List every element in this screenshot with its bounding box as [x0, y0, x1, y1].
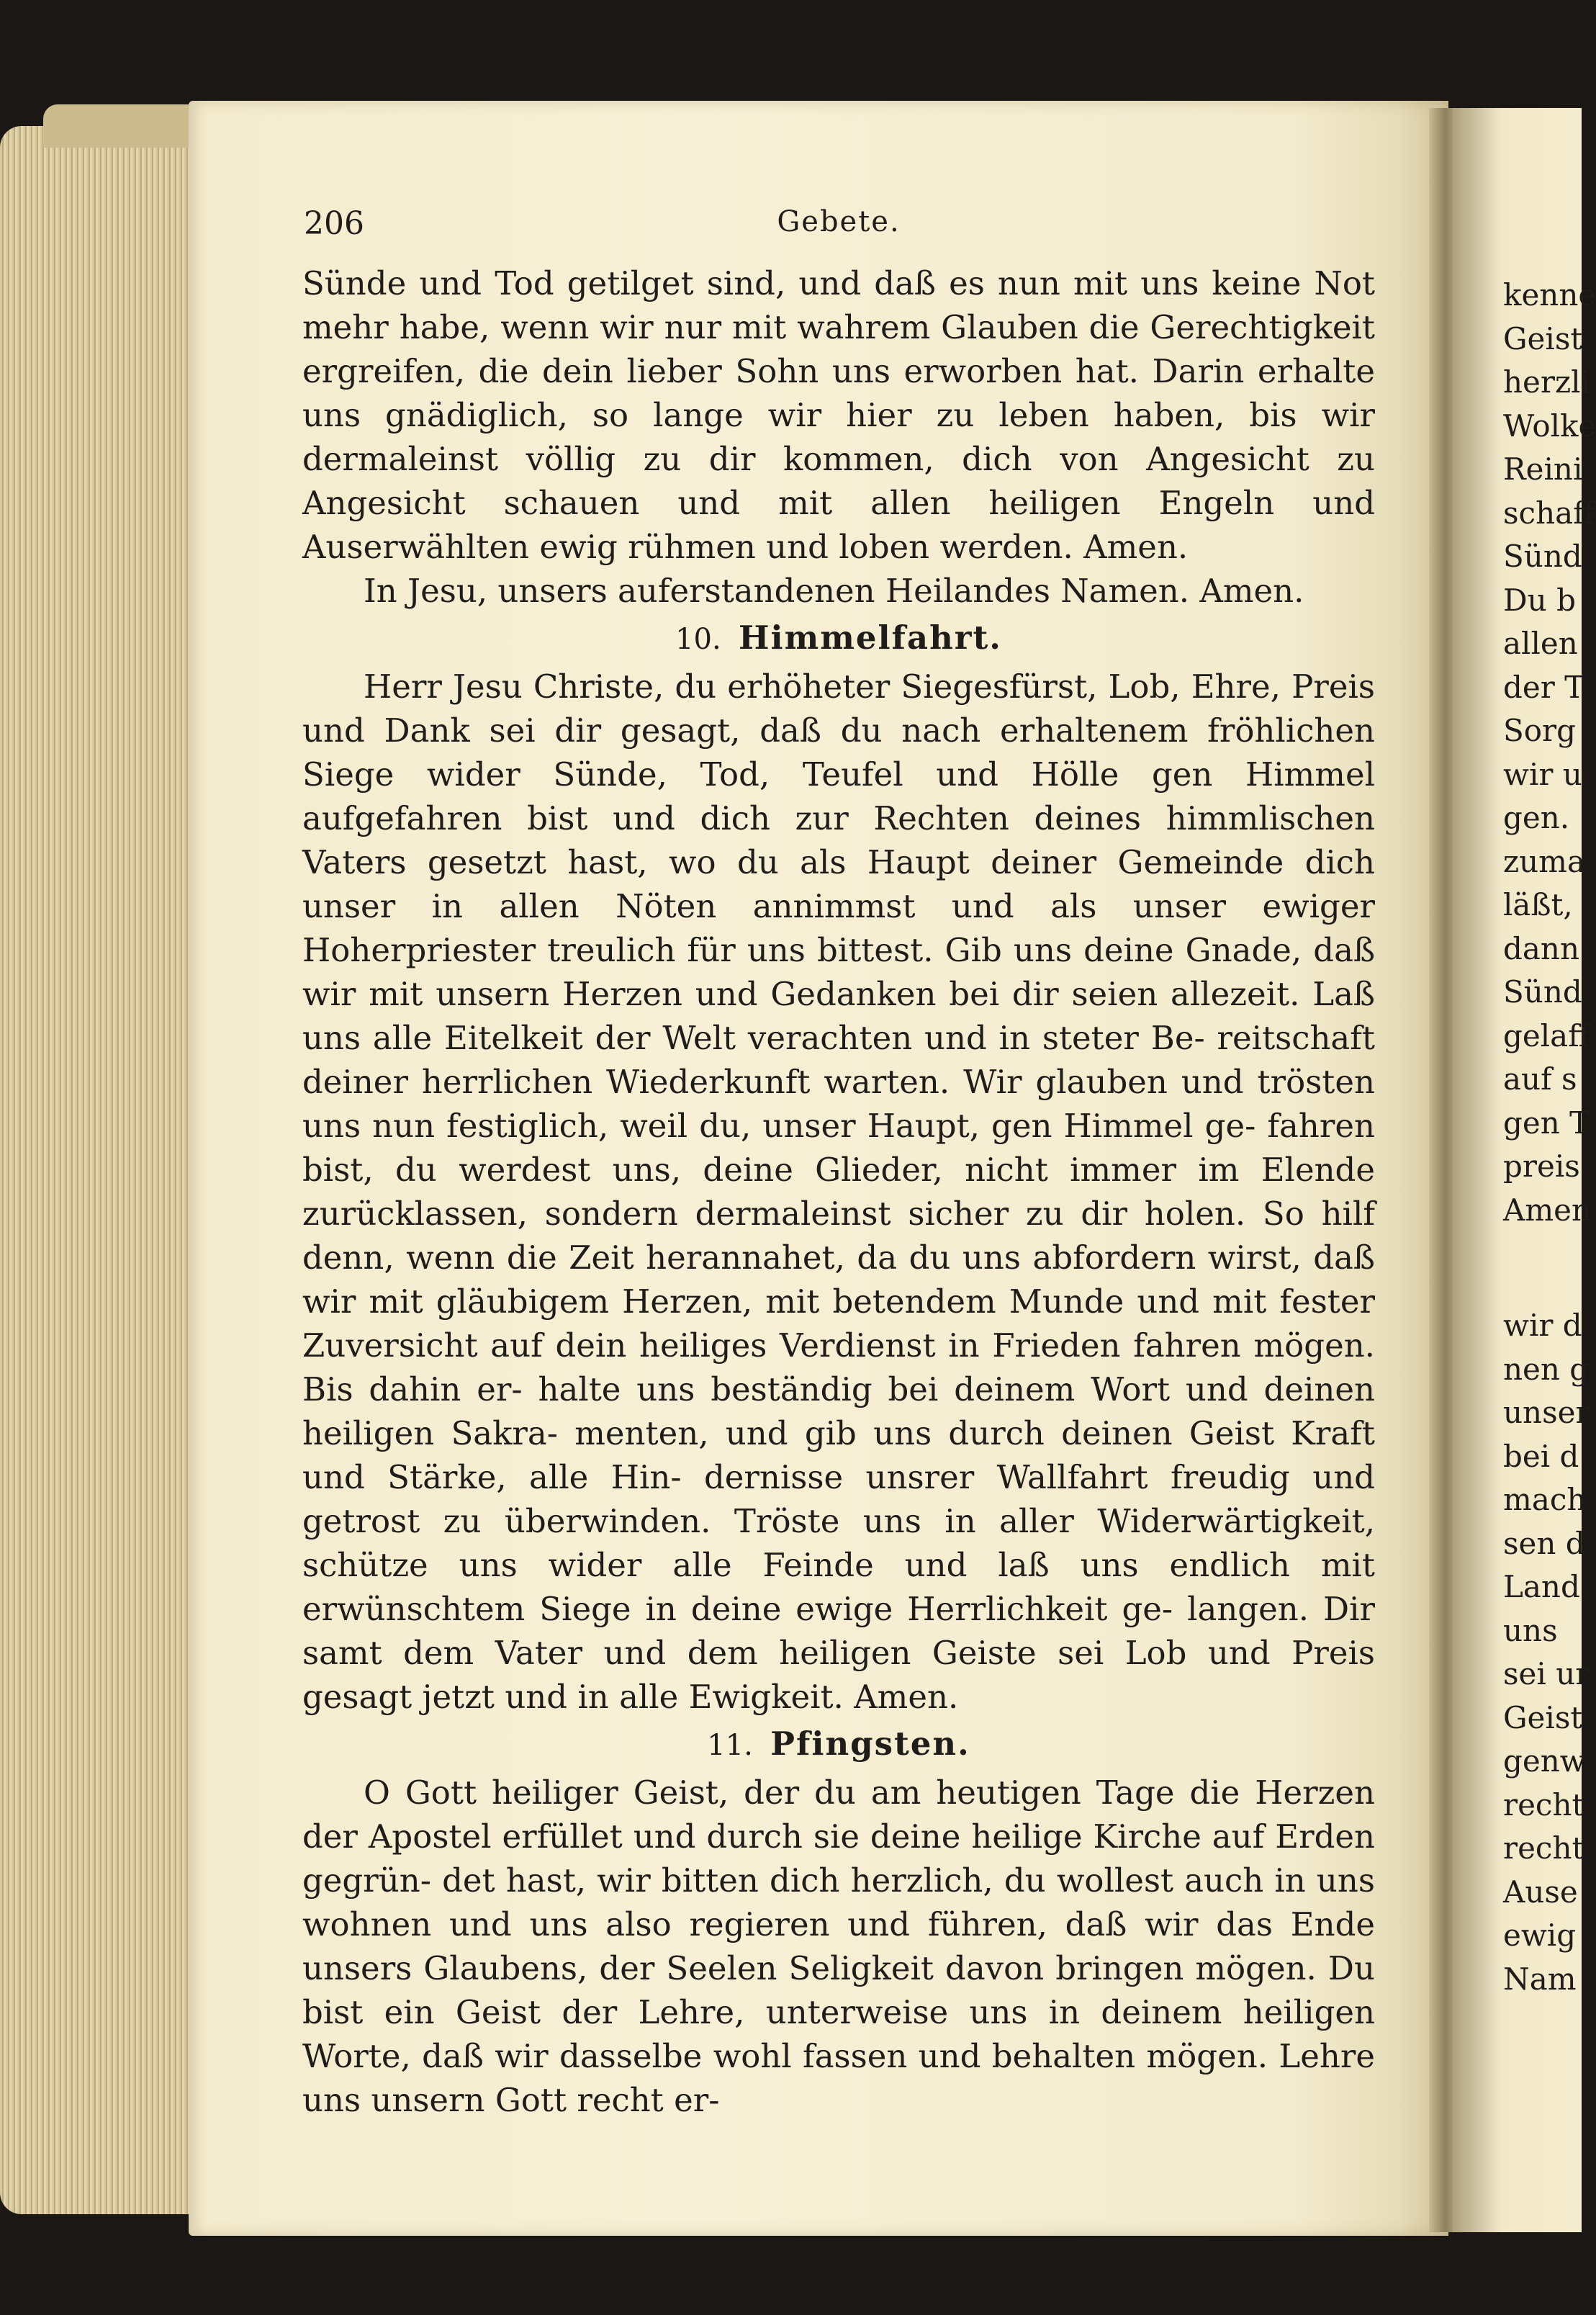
fragment-line: dann	[1503, 930, 1580, 966]
section-9-paragraph	[302, 261, 1375, 569]
text-line: menten, und gib uns durch deinen Geist Kraft und Stärke, alle Hin-	[302, 1414, 1375, 1496]
page-header	[302, 205, 1375, 256]
fragment-line: wir u	[1503, 756, 1582, 792]
text-line: werden. Amen.	[939, 528, 1189, 566]
text-line: uns in aller Widerwärtigkeit, schütze uns wider alle Feinde und laß	[302, 1502, 1375, 1584]
fragment-line: läßt,	[1503, 887, 1573, 922]
fragment-line: zuma	[1503, 843, 1586, 879]
fragment-line: Wolke	[1503, 408, 1596, 444]
text-line: Apostel erfüllet und durch sie deine heilige Kirche auf Erden gegrün-	[302, 1817, 1376, 1900]
text-line: Preis gesagt jetzt und in alle Ewigkeit. Amen.	[302, 1634, 1375, 1716]
text-line: und dich zur Rechten deines himmlischen Vaters gesetzt hast, wo du	[302, 799, 1376, 881]
text-line: gläubigem Herzen, mit betendem Munde und mit fester Zuversicht	[302, 1282, 1376, 1365]
section-11-paragraph	[302, 1771, 1375, 2122]
fragment-line: Amen	[1503, 1192, 1592, 1228]
fragment-line: gelaff	[1503, 1017, 1590, 1053]
fragment-line: nen g	[1503, 1351, 1590, 1387]
fragment-line: recht	[1503, 1830, 1584, 1866]
text-line: det hast, wir bitten dich herzlich, du wollest auch in uns wohnen und	[302, 1861, 1375, 1943]
fragment-line: Sünd	[1503, 974, 1582, 1010]
section-9-continuation	[302, 261, 1375, 613]
text-line: Herr Jesu Christe, du erhöheter Siegesfürst, Lob, Ehre, Preis	[364, 667, 1375, 706]
text-line: mehr habe, wenn wir nur mit wahrem Glauben die Gerechtigkeit	[302, 308, 1375, 346]
fragment-line: unser	[1503, 1395, 1590, 1430]
fragment-line: bei d	[1503, 1438, 1579, 1474]
fragment-line: der T	[1503, 669, 1585, 705]
text-line: ergreifen, die dein lieber Sohn uns erworben hat. Darin erhalte	[302, 352, 1375, 390]
page-stack-edge	[0, 126, 202, 2214]
text-line: als unser ewiger Hoherpriester treulich für uns bittest. Gib uns	[302, 887, 1375, 969]
section-10-paragraph	[302, 665, 1375, 1719]
text-line: allezeit. Laß uns alle Eitelkeit der Welt verachten und in steter Be-	[302, 975, 1375, 1057]
section-11-heading	[302, 1722, 1375, 1768]
fragment-line: Nam	[1503, 1961, 1577, 1997]
fragment-line: recht	[1503, 1786, 1584, 1822]
section-number: 10.	[675, 623, 721, 656]
text-line: uns gnädiglich, so lange wir hier zu leben haben, bis wir dermaleinst	[302, 396, 1375, 478]
section-11-body	[302, 1771, 1375, 2122]
text-line: trösten uns nun festiglich, weil du, unser Haupt, gen Himmel ge-	[302, 1063, 1375, 1145]
text-line: deine Gnade, daß wir mit unsern Herzen und Gedanken bei dir seien	[302, 931, 1376, 1013]
fragment-line: genw	[1503, 1743, 1586, 1779]
fragment-line: Geist	[1503, 1699, 1583, 1735]
fragment-line: wir d	[1503, 1308, 1582, 1343]
section-10-heading	[302, 616, 1375, 662]
fragment-line: sei ur	[1503, 1656, 1590, 1691]
right-fragment-block-1	[1503, 274, 1596, 1232]
fragment-line: gen.	[1503, 800, 1570, 835]
fragment-line: preis	[1503, 1148, 1580, 1184]
fragment-line: sen d	[1503, 1525, 1585, 1561]
fragment-line: herzli	[1503, 364, 1590, 400]
section-9-closing: In Jesu, unsers auferstandenen Heilandes Namen. Amen.	[364, 572, 1304, 610]
text-line: der Seelen Seligkeit davon bringen mögen. Du bist ein Geist der	[302, 1949, 1375, 2031]
text-line: langen. Dir samt dem Vater und dem heiligen Geiste sei Lob und	[302, 1590, 1375, 1672]
fragment-line: kenne	[1503, 277, 1596, 313]
page-number: 206	[304, 205, 364, 242]
text-line: O Gott heiliger Geist, der du am heutigen Tage die Herzen der	[302, 1774, 1375, 1856]
text-line: und Dank sei dir gesagt, daß du nach erhaltenem fröhlichen Siege	[302, 711, 1375, 794]
text-line: wider Sünde, Tod, Teufel und Hölle gen Himmel aufgefahren bist	[302, 755, 1375, 837]
text-line: fahren bist, du werdest uns, deine Glieder, nicht immer im Elende	[302, 1107, 1375, 1189]
text-line: als Haupt deiner Gemeinde dich unser in allen Nöten annimmst und	[302, 843, 1375, 925]
text-line: völlig zu dir kommen, dich von Angesicht zu Angesicht schauen und	[302, 440, 1375, 522]
text-line: Sünde und Tod getilget sind, und daß es nun mit uns keine Not	[302, 264, 1375, 302]
fragment-line: Land	[1503, 1569, 1580, 1604]
fragment-line: uns	[1503, 1612, 1558, 1648]
text-line: uns also regieren und führen, daß wir das Ende unsers Glaubens,	[302, 1905, 1376, 1987]
fragment-line: Sünd	[1503, 539, 1582, 574]
fragment-line: ewig	[1503, 1918, 1577, 1953]
fragment-line: Reini	[1503, 451, 1583, 487]
text-line: uns endlich mit erwünschtem Siege in deine ewige Herrlichkeit ge-	[302, 1546, 1376, 1628]
text-line: mit allen heiligen Engeln und Auserwählten ewig rühmen und loben	[302, 484, 1375, 566]
text-line: auf dein heiliges Verdienst in Frieden fahren mögen. Bis dahin er-	[302, 1326, 1375, 1408]
section-title: Himmelfahrt.	[738, 619, 1002, 657]
text-line: wenn die Zeit herannahet, da du uns abfordern wirst, daß wir mit	[302, 1239, 1375, 1321]
text-line: halte uns beständig bei deinem Wort und deinen heiligen Sakra-	[302, 1370, 1375, 1452]
section-gap	[1503, 1232, 1582, 1304]
text-line: zurücklassen, sondern dermaleinst sicher zu dir holen. So hilf denn,	[302, 1195, 1375, 1277]
fragment-line: mach	[1503, 1482, 1587, 1517]
fragment-line: Ause	[1503, 1874, 1578, 1910]
text-line: Lehre, unterweise uns in deinem heiligen Worte, daß wir dasselbe	[302, 1993, 1375, 2075]
text-line: dernisse unsrer Wallfahrt freudig und getrost zu überwinden. Tröste	[302, 1458, 1376, 1540]
fragment-line: Du b	[1503, 582, 1576, 618]
text-line: reitschaft deiner herrlichen Wiederkunft warten. Wir glauben und	[302, 1019, 1375, 1101]
section-title: Pfingsten.	[770, 1725, 970, 1763]
right-page-text	[1503, 274, 1596, 2001]
fragment-line: Geist	[1503, 320, 1583, 356]
fragment-line: gen T	[1503, 1105, 1590, 1141]
fragment-line: schaff	[1503, 495, 1595, 531]
text-line: wohl fassen und behalten mögen. Lehre uns unsern Gott recht er-	[302, 2037, 1375, 2119]
page-stack-top	[43, 104, 209, 148]
section-number: 11.	[707, 1729, 753, 1762]
fragment-line: auf s	[1503, 1061, 1577, 1097]
left-page-text	[302, 205, 1375, 2122]
fragment-line: allen	[1503, 626, 1578, 661]
section-10-body	[302, 665, 1375, 1719]
running-title: Gebete.	[777, 205, 901, 238]
fragment-line: Sorg	[1503, 713, 1577, 748]
right-fragment-block-2	[1503, 1304, 1590, 2001]
